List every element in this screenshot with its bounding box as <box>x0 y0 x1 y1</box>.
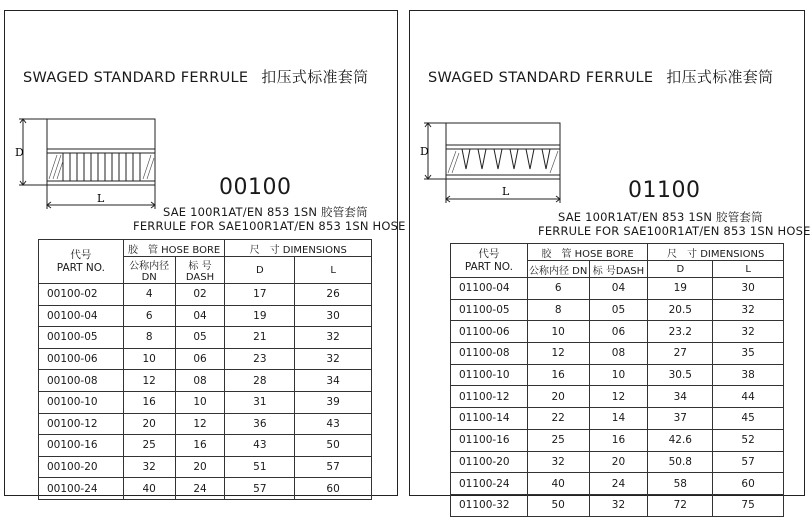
dash-cell: 04 <box>175 305 225 327</box>
part-no-cell: 01100-06 <box>451 321 528 343</box>
d-cell: 43 <box>225 435 295 457</box>
dim-l-label: L <box>97 192 105 205</box>
ferrule-teeth <box>63 153 140 181</box>
d-cell: 17 <box>225 284 295 306</box>
part-no-cell: 01100-12 <box>451 386 528 408</box>
d-cell: 57 <box>225 478 295 500</box>
header-dn: 公称内径 DN <box>527 261 589 278</box>
ferrule-teeth <box>462 149 550 169</box>
header-d: D <box>225 257 295 284</box>
d-cell: 34 <box>648 386 713 408</box>
d-cell: 72 <box>648 494 713 516</box>
l-cell: 35 <box>713 343 784 365</box>
spec-line-chinese: SAE 100R1AT/EN 853 1SN 胶管套筒 <box>558 210 763 224</box>
part-no-cell: 00100-16 <box>39 435 124 457</box>
header-part-no: 代号 PART NO. <box>451 244 528 278</box>
d-cell: 37 <box>648 408 713 430</box>
dash-cell: 24 <box>175 478 225 500</box>
dn-cell: 16 <box>527 364 589 386</box>
table-row <box>39 370 372 392</box>
table-row <box>451 429 784 451</box>
title-english: SWAGED STANDARD FERRULE <box>428 70 654 86</box>
dash-cell: 10 <box>175 391 225 413</box>
header-l: L <box>295 257 372 284</box>
l-cell: 50 <box>295 435 372 457</box>
dash-cell: 04 <box>589 278 648 300</box>
table-row <box>451 494 784 516</box>
part-no-cell: 00100-12 <box>39 413 124 435</box>
dash-cell: 08 <box>175 370 225 392</box>
title-english: SWAGED STANDARD FERRULE <box>23 70 249 86</box>
d-cell: 42.6 <box>648 429 713 451</box>
panel-title <box>428 66 773 87</box>
dn-cell: 50 <box>527 494 589 516</box>
spec-line-english: FERRULE FOR SAE100R1AT/EN 853 1SN HOSE <box>133 219 406 233</box>
d-cell: 31 <box>225 391 295 413</box>
ferrule-drawing <box>422 113 572 213</box>
dim-d-label: D <box>15 146 24 159</box>
dn-cell: 8 <box>527 299 589 321</box>
l-cell: 32 <box>295 348 372 370</box>
dn-cell: 8 <box>123 327 175 349</box>
dn-cell: 6 <box>527 278 589 300</box>
dim-l-label: L <box>502 185 510 198</box>
table-row <box>451 278 784 300</box>
ferrule-drawing <box>17 113 167 213</box>
d-cell: 30.5 <box>648 364 713 386</box>
l-cell: 43 <box>295 413 372 435</box>
spec-line-english: FERRULE FOR SAE100R1AT/EN 853 1SN HOSE <box>538 224 811 238</box>
l-cell: 38 <box>713 364 784 386</box>
part-number: 00100 <box>219 175 292 200</box>
l-cell: 52 <box>713 429 784 451</box>
dash-cell: 06 <box>589 321 648 343</box>
dash-cell: 02 <box>175 284 225 306</box>
part-no-cell: 00100-04 <box>39 305 124 327</box>
header-d: D <box>648 261 713 278</box>
header-dimensions: 尺 寸 DIMENSIONS <box>225 240 372 257</box>
dn-cell: 20 <box>123 413 175 435</box>
part-no-cell: 01100-05 <box>451 299 528 321</box>
table-row <box>39 435 372 457</box>
table-row <box>39 284 372 306</box>
table-row <box>451 408 784 430</box>
title-chinese: 扣压式标准套筒 <box>666 68 774 86</box>
dash-cell: 32 <box>589 494 648 516</box>
dn-cell: 25 <box>527 429 589 451</box>
table-row <box>451 343 784 365</box>
table-row <box>39 478 372 500</box>
table-row <box>39 413 372 435</box>
part-no-cell: 00100-10 <box>39 391 124 413</box>
part-no-cell: 00100-05 <box>39 327 124 349</box>
l-cell: 32 <box>295 327 372 349</box>
dn-cell: 12 <box>123 370 175 392</box>
dash-cell: 12 <box>589 386 648 408</box>
header-dash: 标 号DASH <box>175 257 225 284</box>
dn-cell: 16 <box>123 391 175 413</box>
dash-cell: 14 <box>589 408 648 430</box>
part-no-cell: 00100-02 <box>39 284 124 306</box>
table-row <box>39 456 372 478</box>
dn-cell: 25 <box>123 435 175 457</box>
dimension-table <box>38 239 372 500</box>
header-dimensions: 尺 寸 DIMENSIONS <box>648 244 784 261</box>
d-cell: 19 <box>648 278 713 300</box>
d-cell: 23.2 <box>648 321 713 343</box>
l-cell: 44 <box>713 386 784 408</box>
d-cell: 28 <box>225 370 295 392</box>
d-cell: 23 <box>225 348 295 370</box>
l-cell: 75 <box>713 494 784 516</box>
d-cell: 50.8 <box>648 451 713 473</box>
header-hose-bore: 胶 管 HOSE BORE <box>123 240 225 257</box>
dash-cell: 08 <box>589 343 648 365</box>
dn-cell: 40 <box>123 478 175 500</box>
l-cell: 32 <box>713 321 784 343</box>
table-row <box>451 473 784 495</box>
dash-cell: 16 <box>589 429 648 451</box>
part-number: 01100 <box>628 178 701 203</box>
table-row <box>451 299 784 321</box>
l-cell: 60 <box>295 478 372 500</box>
d-cell: 51 <box>225 456 295 478</box>
l-cell: 39 <box>295 391 372 413</box>
d-cell: 36 <box>225 413 295 435</box>
part-no-cell: 00100-08 <box>39 370 124 392</box>
part-no-cell: 01100-08 <box>451 343 528 365</box>
dash-cell: 20 <box>589 451 648 473</box>
l-cell: 45 <box>713 408 784 430</box>
table-row <box>451 321 784 343</box>
dn-cell: 4 <box>123 284 175 306</box>
title-chinese: 扣压式标准套筒 <box>261 68 369 86</box>
dash-cell: 16 <box>175 435 225 457</box>
dash-cell: 05 <box>175 327 225 349</box>
part-no-cell: 01100-16 <box>451 429 528 451</box>
part-no-cell: 01100-10 <box>451 364 528 386</box>
d-cell: 19 <box>225 305 295 327</box>
part-no-cell: 00100-24 <box>39 478 124 500</box>
table-row <box>451 364 784 386</box>
header-dn: 公称内径 DN <box>123 257 175 284</box>
header-part-no: 代号 PART NO. <box>39 240 124 284</box>
dn-cell: 12 <box>527 343 589 365</box>
header-dash: 标 号DASH <box>589 261 648 278</box>
part-no-cell: 00100-20 <box>39 456 124 478</box>
part-no-cell: 01100-14 <box>451 408 528 430</box>
dimension-table <box>450 243 784 517</box>
l-cell: 32 <box>713 299 784 321</box>
panel-title <box>23 66 368 87</box>
dash-cell: 06 <box>175 348 225 370</box>
dash-cell: 12 <box>175 413 225 435</box>
table-row <box>451 386 784 408</box>
l-cell: 26 <box>295 284 372 306</box>
l-cell: 30 <box>295 305 372 327</box>
d-cell: 21 <box>225 327 295 349</box>
header-l: L <box>713 261 784 278</box>
dn-cell: 22 <box>527 408 589 430</box>
dn-cell: 32 <box>123 456 175 478</box>
part-no-cell: 01100-04 <box>451 278 528 300</box>
d-cell: 27 <box>648 343 713 365</box>
spec-line-chinese: SAE 100R1AT/EN 853 1SN 胶管套筒 <box>163 205 368 219</box>
dn-cell: 6 <box>123 305 175 327</box>
d-cell: 58 <box>648 473 713 495</box>
dash-cell: 20 <box>175 456 225 478</box>
dash-cell: 05 <box>589 299 648 321</box>
table-row <box>39 348 372 370</box>
table-row <box>39 305 372 327</box>
dn-cell: 10 <box>123 348 175 370</box>
table-row <box>451 451 784 473</box>
dn-cell: 10 <box>527 321 589 343</box>
dash-cell: 24 <box>589 473 648 495</box>
catalog-panel-left <box>4 10 406 496</box>
part-no-cell: 01100-20 <box>451 451 528 473</box>
dn-cell: 32 <box>527 451 589 473</box>
part-no-cell: 01100-24 <box>451 473 528 495</box>
l-cell: 57 <box>713 451 784 473</box>
table-row <box>39 391 372 413</box>
dash-cell: 10 <box>589 364 648 386</box>
l-cell: 57 <box>295 456 372 478</box>
header-hose-bore: 胶 管 HOSE BORE <box>527 244 648 261</box>
dn-cell: 20 <box>527 386 589 408</box>
part-no-cell: 01100-32 <box>451 494 528 516</box>
dn-cell: 40 <box>527 473 589 495</box>
d-cell: 20.5 <box>648 299 713 321</box>
dim-d-label: D <box>420 145 429 158</box>
table-row <box>39 327 372 349</box>
l-cell: 30 <box>713 278 784 300</box>
l-cell: 34 <box>295 370 372 392</box>
l-cell: 60 <box>713 473 784 495</box>
catalog-panel-right <box>409 10 811 512</box>
part-no-cell: 00100-06 <box>39 348 124 370</box>
